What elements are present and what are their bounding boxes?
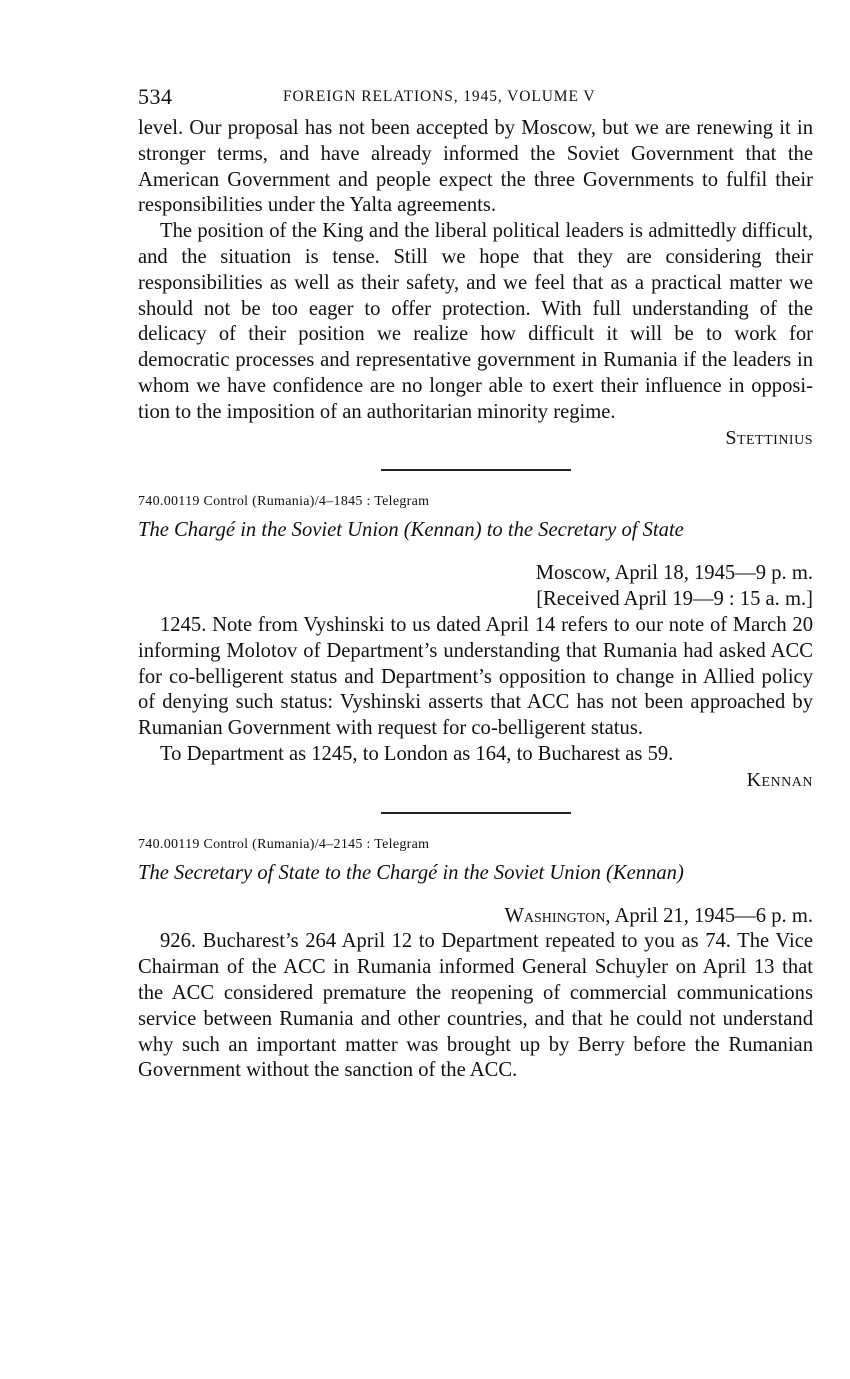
section-divider [381, 812, 571, 814]
page-number: 534 [138, 84, 173, 109]
dateline [138, 904, 813, 930]
dateline-place: Washington [504, 904, 606, 927]
file-reference: 740.00119 Control (Rumania)/4–2145 : Telegram [138, 836, 430, 852]
document-page [138, 82, 813, 1084]
dateline-date: , April 21, 1945—6 p. m. [605, 904, 813, 927]
dateline: Moscow, April 18, 1945—9 p. m. [535, 562, 813, 585]
body-paragraph: The position of the King and the liberal political leaders is admittedly difficult, and the situation is tense. Still we hope that they are considering their responsibilities as well as their safety, and we feel that as a practical matter we should not be too eager to offer protection. With full understanding of the delicacy of their position we realize how difficult it will be to work for democratic processes and representative government in Rumania if the leaders in whom we have confidence are no longer able to exert their influence in opposition to the imposition of an authoritarian minority regime. [138, 220, 813, 423]
document-title: The Secretary of State to the Chargé in the Soviet Union (Kennan) [138, 861, 684, 884]
telegram-secretary-to-kennan [138, 836, 813, 1085]
body-paragraph: level. Our proposal has not been accepted by Moscow, but we are renewing it in stronger terms, and have already informed the Soviet Government that the American Government and people expect the three Governments to fulfil their responsibilities under the Yalta agreements. [138, 117, 813, 217]
body-paragraph: 926. Bucharest’s 264 April 12 to Department repeated to you as 74. The Vice Chairman of the ACC in Rumania informed General Schuyler on April 13 that the ACC considered premature the reopening of commercial communications service between Rumania and other countries, and that he could not understand why such an important matter was brought up by Berry before the Rumanian Government without the sanction of the ACC. [138, 930, 813, 1082]
telegram-kennan-to-secretary [138, 493, 813, 793]
signature: Kennan [746, 768, 813, 791]
received-line: [Received April 19—9 : 15 a. m.] [536, 588, 813, 611]
document-title: The Chargé in the Soviet Union (Kennan) to the Secretary of State [138, 519, 684, 542]
signature: Stettinius [725, 426, 813, 449]
body-paragraph: 1245. Note from Vyshinski to us dated April 14 refers to our note of March 20 informing Molotov of Department’s understanding that Rumania had asked ACC for co-belligerent status and Department’s opposition to change in Allied policy of denying such status: Vyshinski asserts that ACC has not been approached by Rumanian Government with request for co-belligerent status. [138, 613, 813, 740]
running-head [138, 82, 813, 112]
body-paragraph: To Department as 1245, to London as 164, to Bucharest as 59. [160, 742, 674, 765]
file-reference: 740.00119 Control (Rumania)/4–1845 : Telegram [138, 494, 430, 510]
continued-telegram [138, 116, 813, 451]
running-title: FOREIGN RELATIONS, 1945, VOLUME V [283, 88, 596, 105]
section-divider [381, 469, 571, 471]
